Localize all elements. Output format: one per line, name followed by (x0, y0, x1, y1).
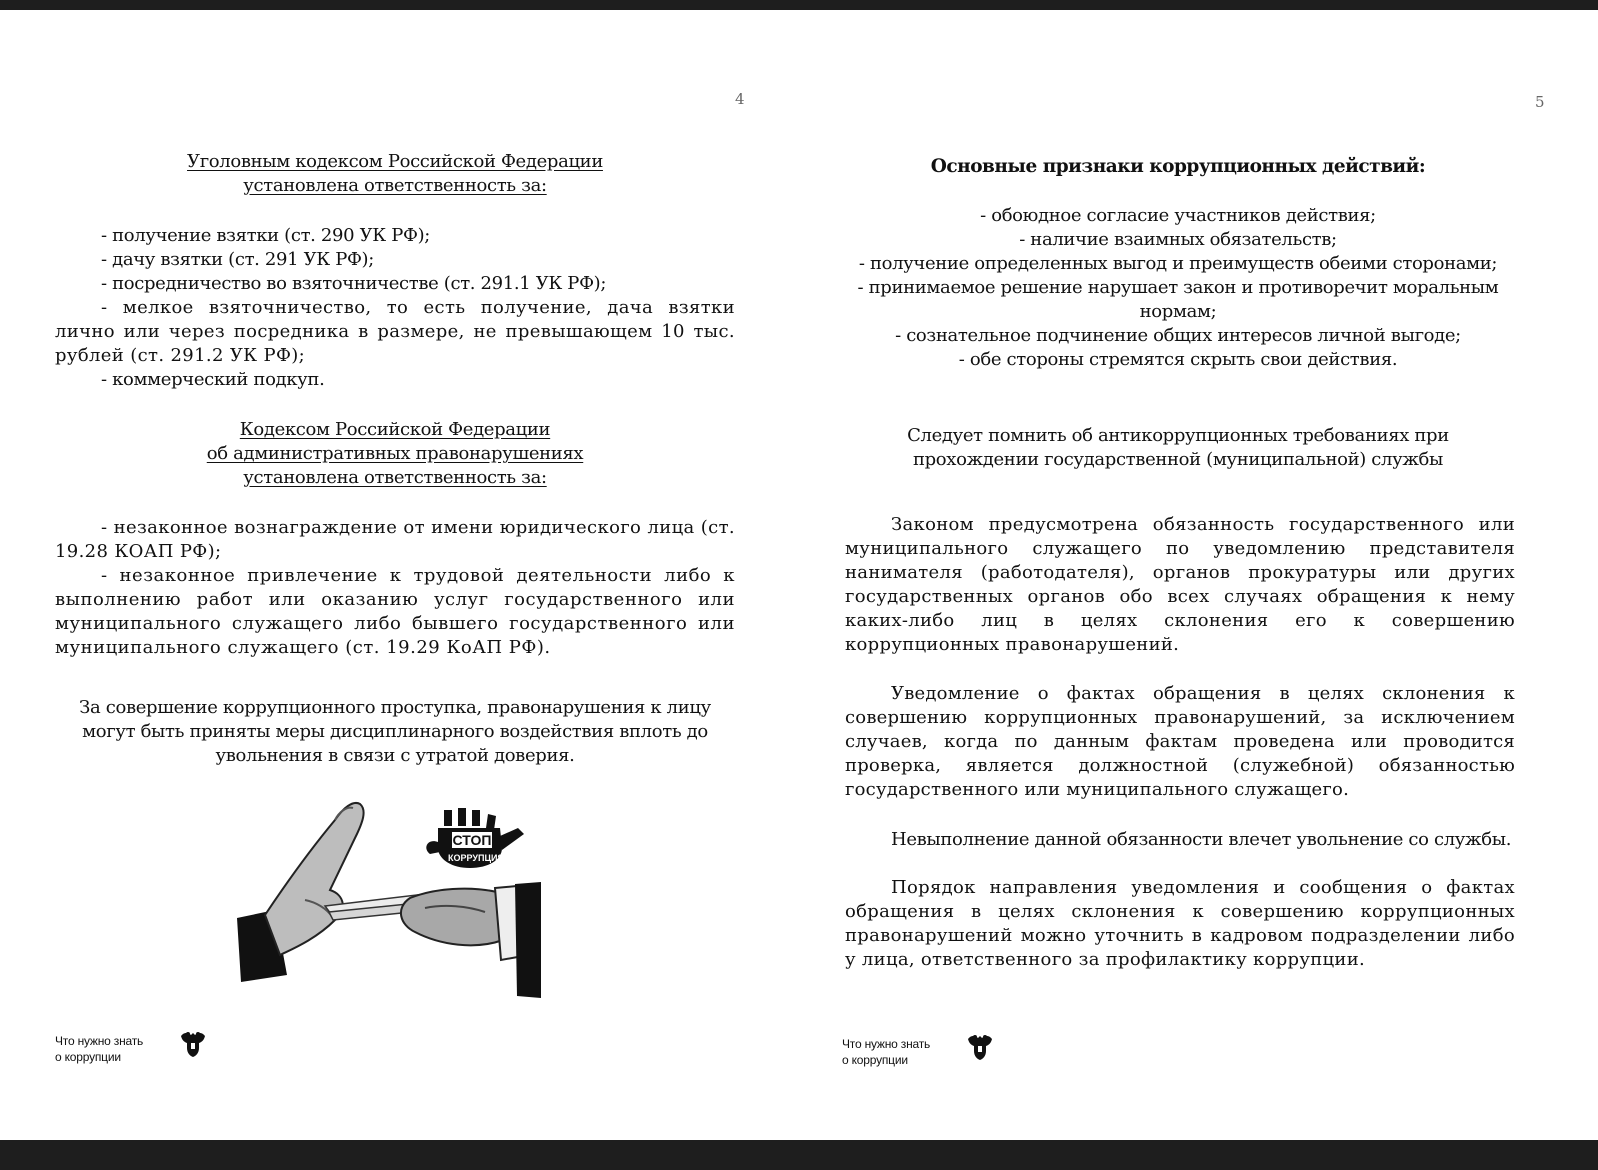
criminal-offences-list (55, 224, 735, 392)
footer-caption (842, 1036, 930, 1068)
page-5 (790, 10, 1598, 1140)
list-item: - коммерческий подкуп. (101, 369, 325, 390)
footer-line: Что нужно знать (55, 1034, 144, 1048)
footer-line: о коррупции (842, 1053, 908, 1067)
list-item: - сознательное подчинение общих интересов личной выгоде; (895, 325, 1461, 346)
list-item: - незаконное привлечение к трудовой деятельности либо к выполнению работ или оказанию услуг государственного или муниципального служащего либо бывшего государственного или муниципального служащего (ст. 19.29 КоАП РФ). (55, 565, 735, 658)
list-item: - получение взятки (ст. 290 УК РФ); (101, 225, 430, 246)
stop-corruption-hand-icon (418, 808, 528, 870)
double-headed-eagle-emblem-icon (178, 1028, 208, 1058)
stamp-word-stop: СТОП (452, 832, 492, 848)
notification-obligation-paragraph: Уведомление о фактах обращения в целях склонения к совершению коррупционных правонарушений, за исключением случаев, когда по данным фактам проведена или проводится проверка, является должностной (служебной) обязанностью государственного или муниципального служащего. (845, 683, 1515, 800)
disciplinary-note: За совершение коррупционного проступка, правонарушения к лицу могут быть приняты меры дисциплинарного воздействия вплоть до увольнения в связи с утратой доверия. (79, 697, 711, 766)
double-headed-eagle-emblem-icon (965, 1031, 995, 1061)
stamp-word-corruption: КОРРУПЦИЯ (448, 853, 504, 863)
corruption-signs-list (840, 204, 1516, 372)
dismissal-note: Невыполнение данной обязанности влечет увольнение со службы. (891, 829, 1512, 850)
admin-code-heading: Кодексом Российской Федерации об административных правонарушениях установлена ответственность за: (206, 419, 584, 488)
page-number: 4 (735, 90, 745, 108)
list-item: - незаконное вознаграждение от имени юридического лица (ст. 19.28 КОАП РФ); (55, 517, 735, 562)
list-item: - получение определенных выгод и преимуществ обеими сторонами; (858, 253, 1498, 274)
notification-duty-paragraph: Законом предусмотрена обязанность государственного или муниципального служащего по уведомлению представителя нанимателя (работодателя), органов прокуратуры или других государственных органов обо всех случаях обращения к нему каких-либо лиц в целях склонения его к совершению коррупционных правонарушений. (845, 514, 1515, 655)
bottom-frame-bar (0, 1140, 1598, 1170)
procedure-paragraph: Порядок направления уведомления и сообщения о фактах обращения в целях склонения к совершению коррупционных правонарушений можно уточнить в кадровом подразделении либо у лица, ответственного за профилактику коррупции. (845, 877, 1515, 970)
criminal-code-heading: Уголовным кодексом Российской Федерации установлена ответственность за: (187, 151, 603, 196)
list-item: - дачу взятки (ст. 291 УК РФ); (101, 249, 374, 270)
criminal-code-section (55, 150, 735, 392)
signs-title: Основные признаки коррупционных действий: (930, 156, 1426, 177)
footer-line: Что нужно знать (842, 1037, 931, 1051)
list-item: - мелкое взяточничество, то есть получение, дача взятки лично или через посредника в размере, не превышающем 10 тыс. рублей (ст. 291.2 УК РФ); (55, 297, 735, 366)
list-item: - принимаемое решение нарушает закон и противоречит моральным нормам; (857, 277, 1499, 322)
admin-offences-list (55, 516, 735, 660)
footer-caption (55, 1033, 143, 1065)
anti-corruption-reminder: Следует помнить об антикоррупционных требованиях при прохождении государственной (муниципальной) службы (907, 425, 1449, 470)
list-item: - обе стороны стремятся скрыть свои действия. (958, 349, 1398, 370)
list-item: - наличие взаимных обязательств; (1019, 229, 1337, 250)
top-frame-bar (0, 0, 1598, 10)
footer-line: о коррупции (55, 1050, 121, 1064)
page-4 (0, 10, 790, 1140)
admin-code-section (55, 418, 735, 660)
page-number: 5 (1535, 93, 1545, 111)
list-item: - обоюдное согласие участников действия; (980, 205, 1376, 226)
list-item: - посредничество во взяточничестве (ст. 291.1 УК РФ); (101, 273, 607, 294)
